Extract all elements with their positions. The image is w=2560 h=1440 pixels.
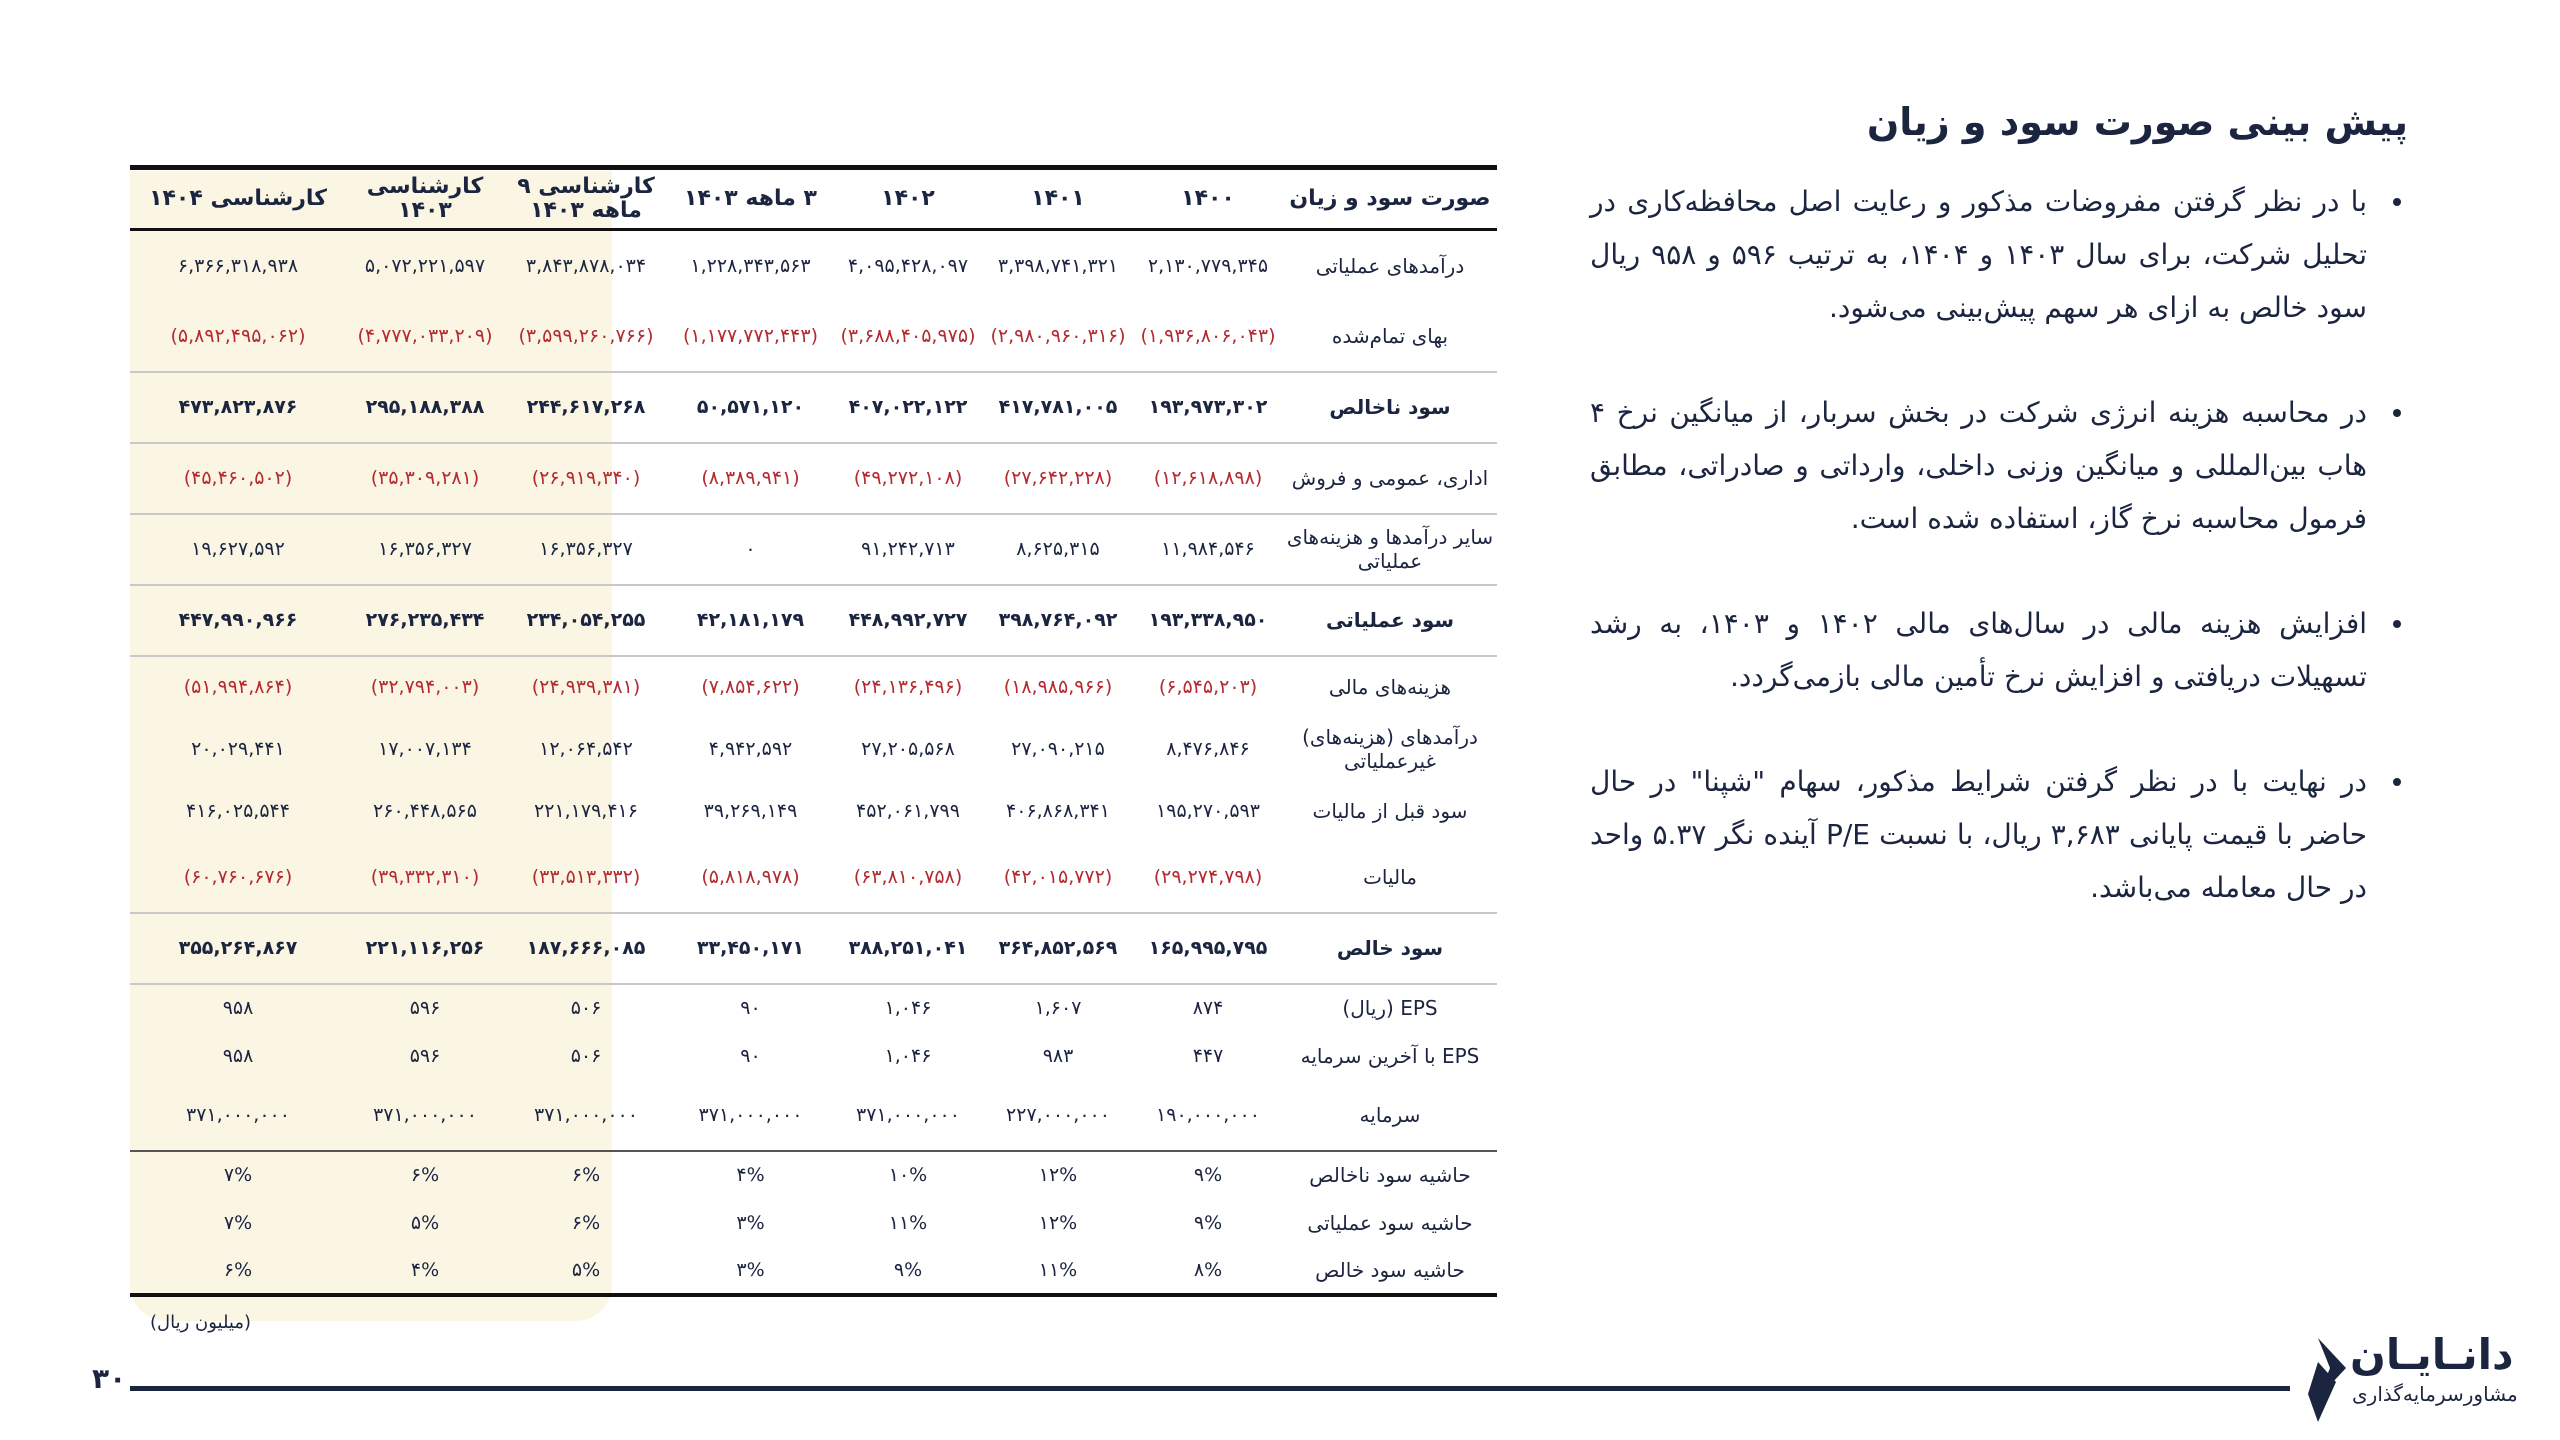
table-cell: (۱,۹۳۶,۸۰۶,۰۴۳) (1140, 324, 1276, 347)
table-cell: (۳۳,۵۱۳,۳۳۲) (531, 865, 641, 888)
table-cell: ۳۷۱,۰۰۰,۰۰۰ (186, 1103, 290, 1126)
table-cell: ۸,۶۲۵,۳۱۵ (1016, 538, 1100, 560)
row-label: سود قبل از مالیات (1312, 798, 1468, 823)
table-cell: ۱۲% (1038, 1211, 1078, 1234)
table-cell: ۱۲,۰۶۴,۵۴۲ (539, 737, 633, 760)
table-cell: ۹۱,۲۴۲,۷۱۳ (861, 538, 955, 560)
table-cell: ۹۸۳ (1042, 1044, 1074, 1067)
page-number: ۳۰ (92, 1362, 127, 1395)
table-row (130, 842, 1497, 913)
table-cell: ۱۹۳,۳۳۸,۹۵۰ (1148, 609, 1268, 631)
table-cell: ۱,۶۰۷ (1034, 997, 1082, 1019)
table-cell: (۱۲,۶۱۸,۸۹۸) (1153, 467, 1263, 489)
column-header: ۱۴۰۰ (1181, 186, 1235, 211)
table-cell: ۳,۳۹۸,۷۴۱,۳۲۱ (997, 254, 1119, 277)
table-cell: ۲۳۴,۰۵۴,۲۵۵ (526, 609, 646, 631)
table-cell: ۳۷۱,۰۰۰,۰۰۰ (373, 1103, 477, 1126)
table-cell: (۶,۵۴۵,۲۰۳) (1158, 676, 1258, 698)
table-cell: (۲,۹۸۰,۹۶۰,۳۱۶) (990, 324, 1126, 347)
table-cell: (۷,۸۵۴,۶۲۲) (701, 676, 800, 698)
table-row (130, 656, 1497, 718)
table-cell: (۴۹,۲۷۲,۱۰۸) (853, 467, 963, 489)
table-row (130, 1199, 1497, 1247)
table-cell: ۵۹۶ (409, 1044, 441, 1067)
table-cell: (۵,۸۹۲,۴۹۵,۰۶۲) (170, 324, 306, 347)
table-cell: ۳۶۴,۸۵۲,۵۶۹ (998, 937, 1118, 959)
table-cell: ۱۱% (888, 1211, 928, 1234)
table-cell: ۴۱۶,۰۲۵,۵۴۴ (186, 799, 290, 822)
table-cell: ۹۰ (740, 1044, 761, 1067)
column-header: کارشناسی ۱۴۰۳ (366, 174, 484, 223)
company-logo (2290, 1330, 2520, 1420)
table-cell: ۱۹۳,۹۷۳,۳۰۲ (1148, 396, 1268, 418)
table-cell: ۳۹۸,۷۶۴,۰۹۲ (998, 609, 1118, 631)
table-row (130, 1247, 1497, 1295)
table-cell: ۱,۰۴۶ (884, 1044, 932, 1067)
table-cell: ۳۸۸,۲۵۱,۰۴۱ (848, 937, 968, 959)
table-cell: ۵۰۶ (570, 997, 602, 1019)
table-cell: ۱۰% (888, 1164, 928, 1186)
row-label: سود ناخالص (1329, 395, 1451, 419)
column-header: صورت سود و زیان (1289, 186, 1491, 211)
bullet-item: در محاسبه هزینه انرژی شرکت در بخش سربار، از میانگین نرخ ۴ هاب بین‌المللی و میانگین وزنی داخلی، وارداتی و صادراتی، مطابق فرمول محاسبه نرخ گاز، استفاده شده است. (1590, 386, 2405, 545)
row-label: هزینه‌های مالی (1328, 675, 1452, 699)
table-cell: (۳,۶۸۸,۴۰۵,۹۷۵) (840, 324, 976, 347)
table-cell: ۷% (223, 1211, 253, 1234)
table-cell: (۲۶,۹۱۹,۳۴۰) (531, 467, 641, 489)
table-cell: ۲۶۰,۴۴۸,۵۶۵ (373, 799, 477, 822)
table-cell: (۴۲,۰۱۵,۷۷۲) (1003, 865, 1113, 888)
table-cell: ۵,۰۷۲,۲۲۱,۵۹۷ (364, 254, 486, 277)
column-header: ۱۴۰۱ (1031, 186, 1085, 211)
table-cell: ۴۴۸,۹۹۲,۷۲۷ (848, 609, 968, 631)
table-cell: ۰ (745, 538, 756, 560)
table-cell: ۳% (736, 1258, 765, 1281)
table-cell: ۱۹۵,۲۷۰,۵۹۳ (1156, 799, 1260, 822)
footer-divider (130, 1386, 2290, 1391)
table-cell: ۹۰ (740, 997, 761, 1019)
table-cell: ۶,۳۶۶,۳۱۸,۹۳۸ (177, 254, 299, 277)
table-cell: ۵۹۶ (409, 997, 441, 1019)
table-cell: ۱۹۰,۰۰۰,۰۰۰ (1156, 1103, 1260, 1126)
table-cell: ۱۶,۳۵۶,۳۲۷ (378, 538, 472, 560)
table-row (130, 718, 1497, 780)
table-row (130, 1080, 1497, 1151)
table-cell: ۳% (736, 1211, 765, 1234)
table-cell: ۴% (410, 1258, 440, 1281)
table-cell: ۳۷۱,۰۰۰,۰۰۰ (534, 1103, 638, 1126)
table-header-row (130, 168, 1497, 230)
page-title: پیش بینی صورت سود و زیان (1866, 100, 2408, 144)
table-cell: ۱۶,۳۵۶,۳۲۷ (539, 538, 633, 560)
column-header: ۱۴۰۲ (881, 186, 935, 211)
row-label: EPS با آخرین سرمایه (1300, 1043, 1480, 1068)
table-cell: (۲۷,۶۴۲,۲۲۸) (1003, 467, 1113, 489)
table-cell: ۲۰,۰۲۹,۴۴۱ (191, 737, 285, 760)
row-label: سایر درآمدها و هزینه‌های عملیاتی (1286, 525, 1494, 573)
table-cell: ۳۷۱,۰۰۰,۰۰۰ (856, 1103, 960, 1126)
table-cell: ۱۱% (1038, 1258, 1078, 1281)
table-cell: ۹% (1193, 1211, 1223, 1234)
logo-mark-icon (2290, 1338, 2346, 1422)
column-header: کارشناسی ۱۴۰۴ (149, 186, 327, 211)
table-row (130, 443, 1497, 514)
table-cell: ۲۲۱,۱۱۶,۲۵۶ (365, 937, 485, 959)
row-label: مالیات (1363, 864, 1417, 889)
logo-name: دانـایـان (2350, 1330, 2514, 1379)
table-cell: ۱۶۵,۹۹۵,۷۹۵ (1148, 937, 1268, 959)
table-row (130, 230, 1497, 301)
table-cell: ۴۰۷,۰۲۲,۱۲۲ (848, 396, 968, 418)
table-cell: (۶۳,۸۱۰,۷۵۸) (853, 865, 963, 888)
table-cell: (۵,۸۱۸,۹۷۸) (701, 865, 800, 888)
table-cell: ۴,۰۹۵,۴۲۸,۰۹۷ (847, 254, 969, 277)
table-cell: ۸,۴۷۶,۸۴۶ (1166, 737, 1250, 760)
table-cell: ۱۲% (1038, 1164, 1078, 1186)
bullet-item: افزایش هزینه مالی در سال‌های مالی ۱۴۰۲ و ۱۴۰۳، به رشد تسهیلات دریافتی و افزایش نرخ تأمین مالی بازمی‌گردد. (1590, 597, 2405, 703)
table-cell: ۱۹,۶۲۷,۵۹۲ (191, 538, 285, 560)
income-statement-table-wrap (130, 165, 1497, 1297)
table-cell: ۱,۰۴۶ (884, 997, 932, 1019)
table-row (130, 984, 1497, 1032)
table-cell: ۵۰,۵۷۱,۱۲۰ (696, 396, 805, 418)
table-cell: ۲,۱۳۰,۷۷۹,۳۴۵ (1147, 254, 1269, 277)
table-cell: ۶% (571, 1211, 601, 1234)
table-cell: ۹۵۸ (222, 997, 254, 1019)
table-cell: ۲۴۴,۶۱۷,۲۶۸ (526, 396, 646, 418)
table-row (130, 514, 1497, 585)
table-cell: ۴۴۷ (1192, 1044, 1224, 1067)
table-cell: ۴۲,۱۸۱,۱۷۹ (696, 609, 805, 631)
table-cell: (۵۱,۹۹۴,۸۶۴) (183, 676, 293, 698)
table-body (130, 230, 1497, 1295)
table-cell: (۳۲,۷۹۴,۰۰۳) (370, 676, 480, 698)
table-cell: ۳۵۵,۲۶۴,۸۶۷ (178, 937, 298, 959)
table-cell: ۴% (736, 1164, 765, 1186)
table-cell: (۴۵,۴۶۰,۵۰۲) (183, 467, 293, 489)
table-cell: ۲۷,۲۰۵,۵۶۸ (861, 737, 955, 760)
table-row (130, 913, 1497, 984)
table-cell: ۳۳,۴۵۰,۱۷۱ (696, 937, 805, 959)
table-cell: ۲۷۶,۲۳۵,۴۳۴ (365, 609, 485, 631)
row-label: درآمدهای عملیاتی (1315, 253, 1465, 278)
column-header: کارشناسی ۹ ماهه ۱۴۰۳ (517, 174, 655, 223)
logo-subtitle: مشاورسرمایه‌گذاری (2352, 1382, 2518, 1406)
table-cell: ۹% (893, 1258, 923, 1281)
bullet-item: در نهایت با در نظر گرفتن شرایط مذکور، سهام "شپنا" در حال حاضر با قیمت پایانی ۳,۶۸۳ ریال، با نسبت P/E آینده نگر ۵.۳۷ واحد در حال معامله می‌باشد. (1590, 755, 2405, 914)
table-row (130, 780, 1497, 842)
table-cell: ۷% (223, 1164, 253, 1186)
table-cell: ۹۵۸ (222, 1044, 254, 1067)
table-cell: ۱۷,۰۰۷,۱۳۴ (378, 737, 472, 760)
table-cell: ۹% (1193, 1164, 1223, 1186)
table-cell: ۴۰۶,۸۶۸,۳۴۱ (1006, 799, 1110, 822)
table-cell: ۲۷,۰۹۰,۲۱۵ (1011, 737, 1105, 760)
table-cell: ۶% (571, 1164, 601, 1186)
table-row (130, 585, 1497, 656)
bullet-list (1590, 175, 2405, 966)
row-label: اداری، عمومی و فروش (1291, 466, 1489, 490)
table-cell: ۴۷۳,۸۲۳,۸۷۶ (178, 396, 298, 418)
income-statement-table (130, 165, 1497, 1297)
row-label: سود عملیاتی (1325, 608, 1455, 632)
table-cell: ۳,۸۴۳,۸۷۸,۰۳۴ (525, 254, 647, 277)
table-cell: ۵% (571, 1258, 601, 1281)
table-cell: ۲۲۷,۰۰۰,۰۰۰ (1006, 1103, 1110, 1126)
table-cell: ۴۱۷,۷۸۱,۰۰۵ (998, 396, 1118, 418)
table-cell: (۳,۵۹۹,۲۶۰,۷۶۶) (518, 324, 654, 347)
table-cell: ۶% (410, 1164, 440, 1186)
table-cell: (۱,۱۷۷,۷۷۲,۴۴۳) (682, 324, 818, 347)
table-row (130, 372, 1497, 443)
table-cell: ۸۷۴ (1192, 997, 1224, 1019)
row-label: درآمدهای (هزینه‌های) غیرعملیاتی (1302, 724, 1478, 773)
row-label: سرمایه (1359, 1102, 1421, 1127)
table-cell: ۸% (1193, 1258, 1223, 1281)
table-cell: ۶% (223, 1258, 253, 1281)
table-cell: (۳۵,۳۰۹,۲۸۱) (370, 467, 480, 489)
table-cell: ۵۰۶ (570, 1044, 602, 1067)
row-label: حاشیه سود ناخالص (1309, 1163, 1471, 1187)
table-cell: (۳۹,۳۳۲,۳۱۰) (370, 865, 480, 888)
table-cell: ۲۹۵,۱۸۸,۳۸۸ (365, 396, 485, 418)
table-cell: (۲۴,۱۳۶,۴۹۶) (853, 676, 963, 698)
bullet-item: با در نظر گرفتن مفروضات مذکور و رعایت اصل محافظه‌کاری در تحلیل شرکت، برای سال ۱۴۰۳ و ۱۴۰۴، به ترتیب ۵۹۶ و ۹۵۸ ریال سود خالص به ازای هر سهم پیش‌بینی می‌شود. (1590, 175, 2405, 334)
row-label: سود خالص (1336, 936, 1444, 960)
unit-note: (میلیون ریال) (150, 1312, 252, 1333)
table-cell: (۲۴,۹۳۹,۳۸۱) (531, 676, 641, 698)
table-cell: ۴۵۲,۰۶۱,۷۹۹ (856, 799, 960, 822)
table-row (130, 301, 1497, 372)
table-cell: ۳۷۱,۰۰۰,۰۰۰ (698, 1103, 803, 1126)
table-row (130, 1032, 1497, 1080)
table-cell: ۳۹,۲۶۹,۱۴۹ (703, 799, 798, 822)
table-cell: (۱۸,۹۸۵,۹۶۶) (1003, 676, 1113, 698)
table-cell: (۸,۳۸۹,۹۴۱) (701, 467, 800, 489)
table-cell: ۱۸۷,۶۶۶,۰۸۵ (526, 937, 646, 959)
table-cell: ۴,۹۴۲,۵۹۲ (708, 737, 793, 760)
table-cell: (۴,۷۷۷,۰۳۳,۲۰۹) (357, 324, 493, 347)
table-cell: (۶۰,۷۶۰,۶۷۶) (183, 865, 293, 888)
table-cell: ۵% (410, 1211, 440, 1234)
table-cell: ۱,۲۲۸,۳۴۳,۵۶۳ (690, 254, 811, 277)
row-label: حاشیه سود عملیاتی (1307, 1210, 1473, 1235)
row-label: EPS (ریال) (1342, 996, 1438, 1020)
table-cell: ۴۴۷,۹۹۰,۹۶۶ (178, 609, 298, 631)
row-label: حاشیه سود خالص (1315, 1257, 1465, 1282)
table-row (130, 1151, 1497, 1199)
table-cell: ۲۲۱,۱۷۹,۴۱۶ (534, 799, 638, 822)
table-cell: (۲۹,۲۷۴,۷۹۸) (1153, 865, 1263, 888)
row-label: بهای تمام‌شده (1331, 323, 1449, 348)
column-header: ۳ ماهه ۱۴۰۳ (684, 186, 817, 211)
table-cell: ۱۱,۹۸۴,۵۴۶ (1161, 538, 1255, 560)
